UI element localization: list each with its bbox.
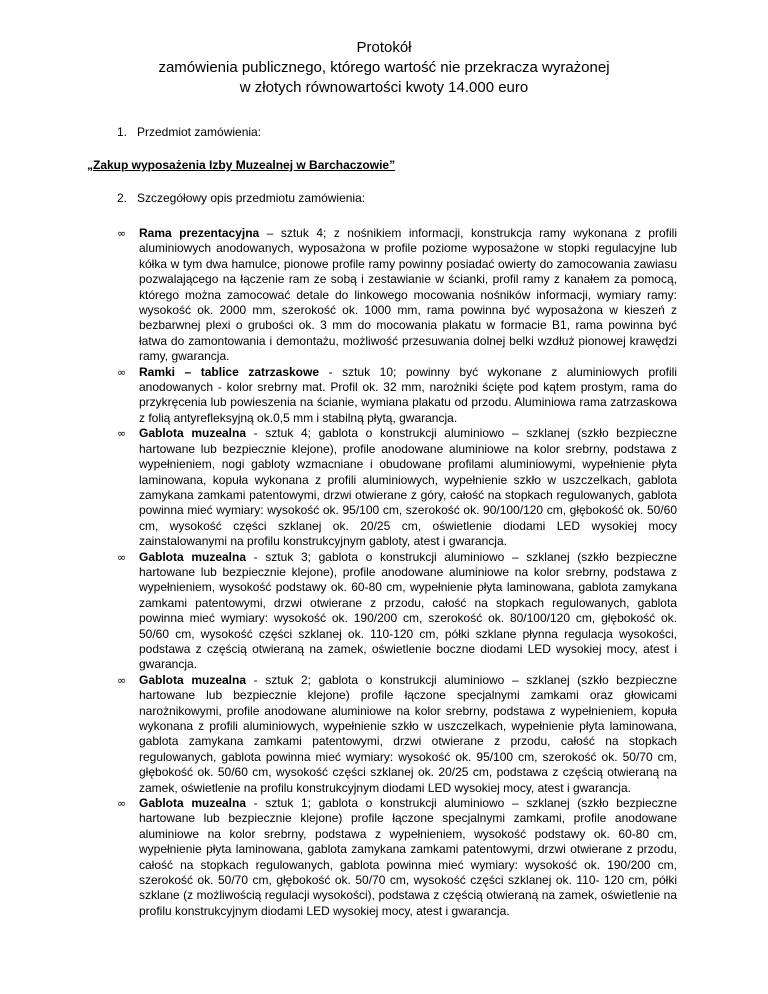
list-item <box>117 226 677 365</box>
section-2-label: Szczegółowy opis przedmiotu zamówienia: <box>137 191 366 205</box>
order-subject: „Zakup wyposażenia Izby Muzealnej w Barchaczowie” <box>87 158 396 172</box>
item-name: Gablota muzealna <box>139 672 247 687</box>
item-description: - sztuk 4; gablota o konstrukcji aluminiowo – szklanej (szkło bezpieczne hartowane lub bezpiecznie klejone), profile anodowane aluminiowe na kolor srebrny, podstawa z wypełnieniem, nogi gabloty wzmacniane i obudowane profilami aluminiowymi, wypełnienie płyta laminowana, kopuła wykonana z profili aluminiowych, wypełnienie szkło w uszczelkach, gablota zamykana zamkami patentowymi, drzwi otwierane z góry, całość na stopkach regulowanych, gablota powinna mieć wymiary: wysokość ok. 95/100 cm, szerokość ok. 90/100/120 cm, głębokość ok. 50/60 cm, wysokość części szklanej ok. 20/25 cm, oświetlenie diodami LED wysokiej mocy zainstalowanymi na profilu konstrukcyjnym gabloty, atest i gwarancja. <box>139 426 677 549</box>
item-name: Ramki – tablice zatrzaskowe <box>139 364 320 379</box>
list-item <box>117 673 677 796</box>
item-list <box>117 226 677 919</box>
bullet-icon: ∞ <box>117 227 127 240</box>
title-line-1: Protokół <box>356 39 412 56</box>
item-name: Rama prezentacyjna <box>139 226 260 240</box>
item-description: – sztuk 4; z nośnikiem informacji, konstrukcja ramy wykonana z profili aluminiowych anodowanych, wyposażona w profile poziome wyposażone w stopki regulacyjne lub kółka w tym dwa hamulce, pionowe profile ramy powinny posiadać owierty do zamocowania zawiasu pozwalającego na łączenie ram ze sobą i zestawianie w ścianki, profil ramy z kanałem za pomocą, którego można zamocować detale do linkowego mocowania nośników informacji, wymiary ramy: wysokość ok. 2000 mm, szerokość ok. 1000 mm, rama powinna być wyposażona w kieszeń z bezbarwnej plexi o grubości ok. 3 mm do mocowania plakatu w formacie B1, rama powinna być łatwa do zamontowania i demontażu, możliwość przesuwania dolnej belki wzdłuż pionowej krawędzi ramy, gwarancja. <box>139 226 677 364</box>
bullet-icon: ∞ <box>117 550 127 564</box>
item-description: - sztuk 10; powinny być wykonane z aluminiowych profili anodowanych - kolor srebrny mat. Profil ok. 32 mm, narożniki ścięte pod kątem prostym, rama do przykręcenia lub powieszenia na ścianie, wymiana plakatu od przodu. Aluminiowa rama zatrzaskowa z folią antyrefleksyjną ok.0,5 mm i stabilną płytą, gwarancja. <box>139 364 677 425</box>
list-item <box>117 796 677 919</box>
bullet-icon: ∞ <box>117 365 127 379</box>
section-1-heading <box>117 125 261 140</box>
bullet-icon: ∞ <box>117 797 127 811</box>
list-item <box>117 550 677 673</box>
title-line-3: w złotych równowartości kwoty 14.000 euro <box>239 79 529 96</box>
list-item <box>117 365 677 427</box>
section-2-heading <box>117 191 365 206</box>
bullet-icon: ∞ <box>117 427 127 441</box>
item-description: - sztuk 3; gablota o konstrukcji aluminiowo – szklanej (szkło bezpieczne hartowane lub bezpiecznie klejone), profile anodowane aluminiowe na kolor srebrny, podstawa z wypełnieniem, wysokość podstawy ok. 60-80 cm, wypełnienie płyta laminowana, gablota zamykana zamkami patentowymi, drzwi otwierane z przodu, całość na stopkach regulowanych, gablota powinna mieć wymiary: wysokość ok. 190/200 cm, szerokość ok. 80/100/120 cm, głębokość ok. 50/60 cm, wysokość części szklanej ok. 110-120 cm, półki szklane płynna regulacja wysokości, podstawa z częścią otwieraną na zamek, oświetlenie boczne diodami LED wysokiej mocy, atest i gwarancja. <box>139 549 677 672</box>
title-line-2: zamówienia publicznego, którego wartość nie przekracza wyrażonej <box>158 59 610 76</box>
section-1-label: Przedmiot zamówienia: <box>137 125 262 139</box>
item-name: Gablota muzealna <box>139 426 247 441</box>
item-description: - sztuk 1; gablota o konstrukcji aluminiowo – szklanej (szkło bezpieczne hartowane lub bezpiecznie klejone) profile łączone specjalnymi zamkami, profile anodowane aluminiowe na kolor srebrny, podstawa z wypełnieniem, wysokość podstawy ok. 60-80 cm, wypełnienie płyta laminowana, gablota zamykana zamkami patentowymi, drzwi otwierane z przodu, całość na stopkach regulowanych, gablota powinna mieć wymiary: wysokość ok. 190/200 cm, szerokość ok. 50/70 cm, głębokość ok. 50/70 cm, wysokość części szklanej ok. 110- 120 cm, półki szklane (z możliwością regulacji wysokości), podstawa z częścią otwieraną na zamek, oświetlenie na profilu konstrukcyjnym diodami LED wysokiej mocy, atest i gwarancja. <box>139 796 677 918</box>
bullet-icon: ∞ <box>117 673 127 687</box>
item-description: - sztuk 2; gablota o konstrukcji aluminiowo – szklanej (szkło bezpieczne hartowane lub bezpiecznie klejone) profile łączone specjalnymi zamkami oraz głowicami narożnikowymi, profile anodowane aluminiowe na kolor srebrny, podstawa z wypełnieniem, kopuła wykonana z profili aluminiowych, wypełnienie szkło w uszczelkach, wypełnienie płyta laminowana, gablota zamykana zamkami patentowymi, drzwi otwierane z przodu, całość na stopkach regulowanych, gablota powinna mieć wymiary: wysokość ok. 95/100 cm, szerokość ok. 50/70 cm, głębokość ok. 50/60 cm, wysokość części szklanej ok. 20/25 cm, podstawa z częścią otwieraną na zamek, oświetlenie na profilu konstrukcyjnym diodami LED wysokiej mocy, atest i gwarancja. <box>139 672 677 795</box>
item-name: Gablota muzealna <box>139 549 247 564</box>
section-1-number: 1. <box>117 125 128 139</box>
section-2-number: 2. <box>117 191 128 205</box>
item-name: Gablota muzealna <box>139 796 247 811</box>
list-item <box>117 426 677 549</box>
document-title <box>0 38 768 98</box>
